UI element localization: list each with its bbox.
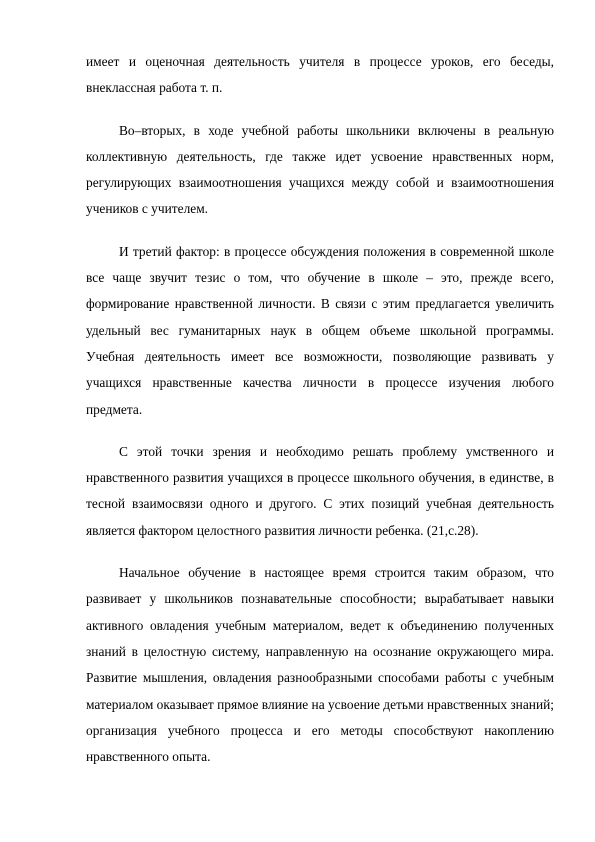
paragraph-third-factor: И третий фактор: в процессе обсуждения положения в современной школе все чаще звучит тезис о том, что обучение в школе – это, прежде всего, формирование нравственной личности. В связи с этим предлагается увеличить удельный вес гуманитарных наук в общем объеме школьной программы. Учебная деятельность имеет все возможности, позволяющие развивать у учащихся нравственные качества личности в процессе изучения любого предмета. [86,243,554,417]
paragraph-primary-education: Начальное обучение в настоящее время строится таким образом, что развивает у школьников познавательные способности; вырабатывает навыки активного овладения учебным материалом, ведет к объединению полученных знаний в целостную систему, направленную на осознание окружающего мира. Развитие мышления, овладения разнообразными способами работы с учебным материалом оказывает прямое влияние на усвоение детьми нравственных знаний; организация учебного процесса и его методы способствуют накоплению нравственного опыта. [86,565,554,765]
document-body [86,49,554,786]
paragraph-continuation: имеет и оценочная деятельность учителя в процессе уроков, его беседы, внеклассная работа т. п. [86,54,554,96]
paragraph-from-this-view: С этой точки зрения и необходимо решать проблему умственного и нравственного развития учащихся в процессе школьного обучения, в единстве, в тесной взаимосвязи одного и другого. С этих позиций учебная деятельность является фактором целостного развития личности ребенка. (21,с.28). [86,443,554,538]
paragraph-secondly: Во–вторых, в ходе учебной работы школьники включены в реальную коллективную деятельность, где также идет усвоение нравственных норм, регулирующих взаимоотношения учащихся между собой и взаимоотношения учеников с учителем. [86,122,554,217]
